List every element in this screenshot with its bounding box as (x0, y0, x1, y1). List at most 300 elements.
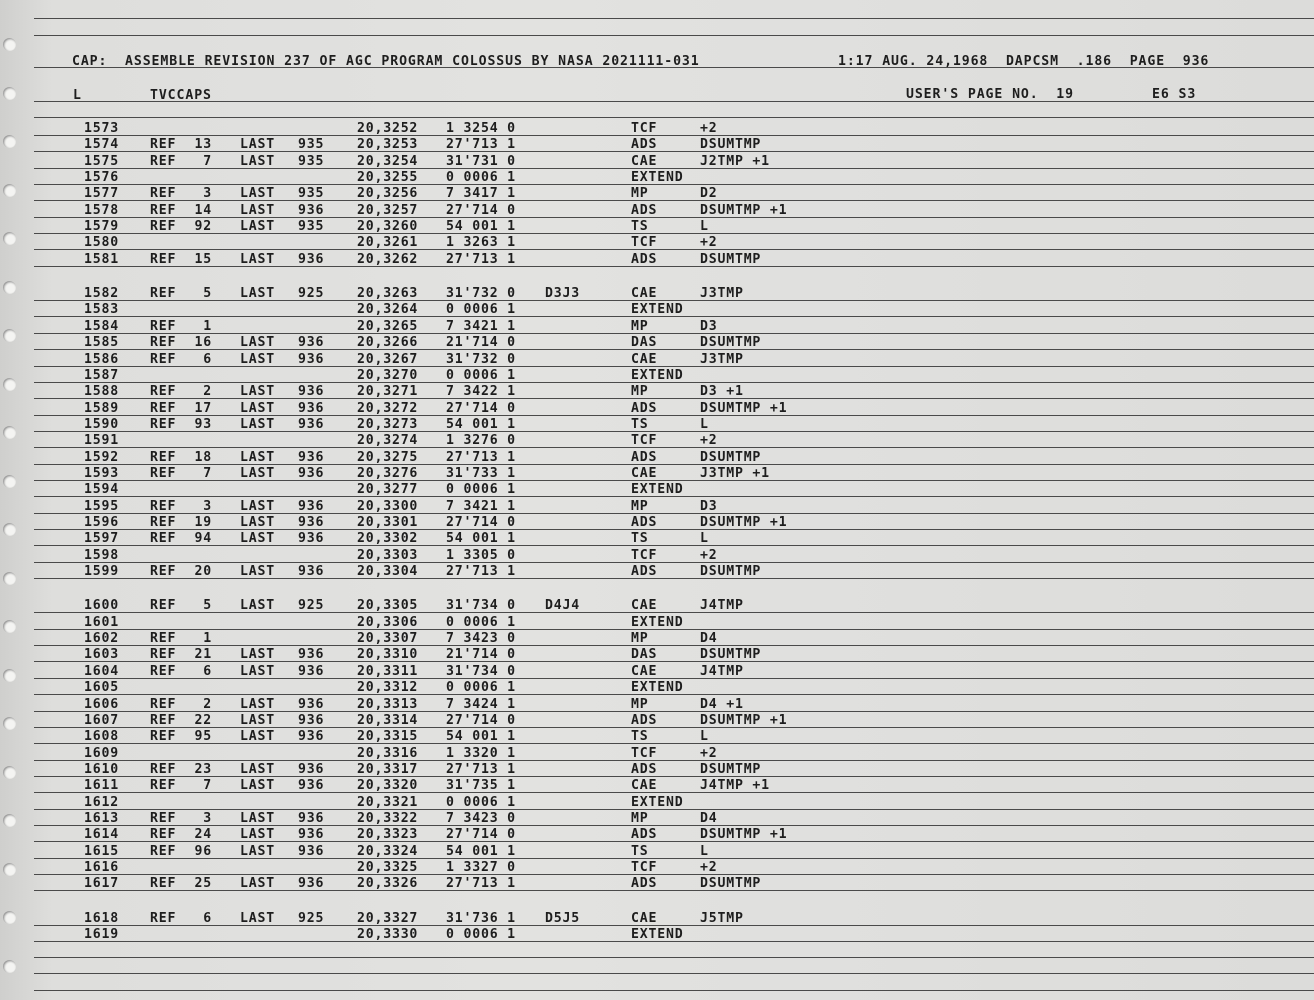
line-number: 1588 (84, 384, 119, 399)
opcode: MP (631, 697, 649, 712)
last-page: 936 (298, 252, 325, 267)
octal-word: 54 001 1 (446, 729, 516, 744)
last-page: 935 (298, 219, 325, 234)
octal-word: 31'733 1 (446, 466, 516, 481)
last-label: LAST (240, 203, 275, 218)
listing-row (0, 664, 1314, 680)
opcode: ADS (631, 203, 658, 218)
line-number: 1617 (84, 876, 119, 891)
opcode: ADS (631, 252, 658, 267)
opcode: TCF (631, 235, 658, 250)
octal-word: 1 3263 1 (446, 235, 516, 250)
last-label: LAST (240, 911, 275, 926)
ref-label: REF (150, 219, 177, 234)
listing-row (0, 827, 1314, 843)
ref-label: REF (150, 876, 177, 891)
line-number: 1582 (84, 286, 119, 301)
ref-label: REF (150, 466, 177, 481)
ref-number: 7 (203, 154, 212, 169)
listing-row (0, 352, 1314, 368)
listing-row (0, 778, 1314, 794)
ref-label: REF (150, 911, 177, 926)
listing-row (0, 482, 1314, 498)
last-label: LAST (240, 844, 275, 859)
ref-number: 6 (203, 352, 212, 367)
ref-label: REF (150, 811, 177, 826)
opcode: MP (631, 499, 649, 514)
header-section-title: TVCCAPS (150, 88, 212, 103)
listing-row (0, 531, 1314, 547)
line-number: 1575 (84, 154, 119, 169)
ref-label: REF (150, 647, 177, 662)
ref-number: 92 (194, 219, 212, 234)
header-user-page: USER'S PAGE NO. 19 (906, 87, 1074, 102)
line-number: 1609 (84, 746, 119, 761)
listing-row (0, 860, 1314, 876)
octal-word: 1 3254 0 (446, 121, 516, 136)
line-number: 1580 (84, 235, 119, 250)
operand: DSUMTMP (700, 450, 762, 465)
address: 20,3254 (357, 154, 419, 169)
ref-number: 19 (194, 515, 212, 530)
address: 20,3261 (357, 235, 419, 250)
listing-row (0, 927, 1314, 943)
address: 20,3256 (357, 186, 419, 201)
operand: J4TMP (700, 598, 744, 613)
line-number: 1596 (84, 515, 119, 530)
ref-label: REF (150, 384, 177, 399)
opcode: CAE (631, 352, 658, 367)
ref-number: 5 (203, 598, 212, 613)
address: 20,3311 (357, 664, 419, 679)
opcode: DAS (631, 647, 658, 662)
ref-label: REF (150, 844, 177, 859)
opcode: TCF (631, 433, 658, 448)
feed-hole (3, 38, 16, 51)
address: 20,3326 (357, 876, 419, 891)
ref-number: 2 (203, 697, 212, 712)
line-number: 1613 (84, 811, 119, 826)
address: 20,3320 (357, 778, 419, 793)
line-number: 1602 (84, 631, 119, 646)
operand: DSUMTMP (700, 564, 762, 579)
listing-row (0, 746, 1314, 762)
ref-label: REF (150, 154, 177, 169)
line-number: 1597 (84, 531, 119, 546)
opcode: TCF (631, 121, 658, 136)
listing-row (0, 515, 1314, 531)
last-page: 936 (298, 811, 325, 826)
header-date-page: 1:17 AUG. 24,1968 DAPCSM .186 PAGE 936 (838, 54, 1210, 69)
opcode: MP (631, 384, 649, 399)
ref-label: REF (150, 450, 177, 465)
operand: D3 +1 (700, 384, 744, 399)
last-label: LAST (240, 697, 275, 712)
ref-label: REF (150, 286, 177, 301)
ref-label: REF (150, 401, 177, 416)
line-number: 1618 (84, 911, 119, 926)
ref-label: REF (150, 137, 177, 152)
last-label: LAST (240, 401, 275, 416)
line-number: 1614 (84, 827, 119, 842)
operand: J3TMP (700, 286, 744, 301)
line-number: 1600 (84, 598, 119, 613)
opcode: ADS (631, 827, 658, 842)
last-page: 936 (298, 713, 325, 728)
ruled-line (34, 117, 1314, 118)
address: 20,3301 (357, 515, 419, 530)
opcode: EXTEND (631, 680, 684, 695)
last-page: 936 (298, 466, 325, 481)
ref-number: 95 (194, 729, 212, 744)
octal-word: 21'714 0 (446, 335, 516, 350)
line-number: 1616 (84, 860, 119, 875)
ruled-line (34, 18, 1314, 19)
line-number: 1593 (84, 466, 119, 481)
address: 20,3271 (357, 384, 419, 399)
opcode: CAE (631, 598, 658, 613)
last-label: LAST (240, 154, 275, 169)
operand: DSUMTMP +1 (700, 515, 788, 530)
listing-row (0, 499, 1314, 515)
address: 20,3313 (357, 697, 419, 712)
operand: DSUMTMP (700, 762, 762, 777)
opcode: EXTEND (631, 368, 684, 383)
operand: D3 (700, 499, 718, 514)
last-page: 935 (298, 154, 325, 169)
address: 20,3306 (357, 615, 419, 630)
last-page: 936 (298, 417, 325, 432)
operand: L (700, 729, 709, 744)
ref-number: 93 (194, 417, 212, 432)
octal-word: 54 001 1 (446, 844, 516, 859)
symbol-label: D3J3 (545, 286, 580, 301)
address: 20,3323 (357, 827, 419, 842)
last-label: LAST (240, 219, 275, 234)
operand: DSUMTMP +1 (700, 401, 788, 416)
address: 20,3274 (357, 433, 419, 448)
octal-word: 31'735 1 (446, 778, 516, 793)
address: 20,3324 (357, 844, 419, 859)
octal-word: 7 3417 1 (446, 186, 516, 201)
line-number: 1595 (84, 499, 119, 514)
listing-row (0, 844, 1314, 860)
opcode: ADS (631, 137, 658, 152)
last-page: 925 (298, 598, 325, 613)
listing-row (0, 286, 1314, 302)
operand: D4 (700, 811, 718, 826)
ref-number: 13 (194, 137, 212, 152)
opcode: CAE (631, 466, 658, 481)
last-page: 936 (298, 515, 325, 530)
ref-label: REF (150, 778, 177, 793)
opcode: ADS (631, 515, 658, 530)
operand: D4 (700, 631, 718, 646)
last-page: 936 (298, 352, 325, 367)
last-page: 936 (298, 450, 325, 465)
ref-number: 16 (194, 335, 212, 350)
line-number: 1615 (84, 844, 119, 859)
operand: DSUMTMP (700, 876, 762, 891)
line-number: 1573 (84, 121, 119, 136)
octal-word: 1 3276 0 (446, 433, 516, 448)
ruled-line (34, 990, 1314, 991)
last-label: LAST (240, 186, 275, 201)
opcode: TS (631, 844, 649, 859)
listing-row (0, 647, 1314, 663)
opcode: EXTEND (631, 615, 684, 630)
line-number: 1604 (84, 664, 119, 679)
octal-word: 27'714 0 (446, 713, 516, 728)
ruled-line (34, 101, 1314, 102)
operand: L (700, 219, 709, 234)
line-number: 1598 (84, 548, 119, 563)
octal-word: 0 0006 1 (446, 680, 516, 695)
octal-word: 7 3422 1 (446, 384, 516, 399)
line-number: 1574 (84, 137, 119, 152)
last-label: LAST (240, 647, 275, 662)
listing-row (0, 564, 1314, 580)
opcode: EXTEND (631, 795, 684, 810)
opcode: CAE (631, 778, 658, 793)
last-label: LAST (240, 762, 275, 777)
last-page: 936 (298, 401, 325, 416)
opcode: MP (631, 186, 649, 201)
last-page: 936 (298, 697, 325, 712)
listing-row (0, 631, 1314, 647)
listing-row (0, 203, 1314, 219)
ref-number: 14 (194, 203, 212, 218)
line-number: 1592 (84, 450, 119, 465)
listing-row (0, 876, 1314, 892)
last-page: 936 (298, 384, 325, 399)
ref-label: REF (150, 252, 177, 267)
address: 20,3270 (357, 368, 419, 383)
ref-label: REF (150, 203, 177, 218)
opcode: TCF (631, 746, 658, 761)
line-number: 1599 (84, 564, 119, 579)
address: 20,3315 (357, 729, 419, 744)
ref-number: 23 (194, 762, 212, 777)
address: 20,3317 (357, 762, 419, 777)
listing-row (0, 335, 1314, 351)
ref-number: 15 (194, 252, 212, 267)
ref-label: REF (150, 827, 177, 842)
operand: DSUMTMP +1 (700, 203, 788, 218)
last-page: 936 (298, 762, 325, 777)
address: 20,3260 (357, 219, 419, 234)
listing-row (0, 713, 1314, 729)
address: 20,3255 (357, 170, 419, 185)
operand: DSUMTMP +1 (700, 713, 788, 728)
octal-word: 7 3421 1 (446, 319, 516, 334)
line-number: 1606 (84, 697, 119, 712)
ref-label: REF (150, 664, 177, 679)
line-number: 1611 (84, 778, 119, 793)
operand: J3TMP (700, 352, 744, 367)
listing-row (0, 368, 1314, 384)
address: 20,3316 (357, 746, 419, 761)
symbol-label: D4J4 (545, 598, 580, 613)
ref-number: 6 (203, 664, 212, 679)
ref-number: 20 (194, 564, 212, 579)
last-label: LAST (240, 729, 275, 744)
octal-word: 21'714 0 (446, 647, 516, 662)
address: 20,3263 (357, 286, 419, 301)
ruled-line (34, 35, 1314, 36)
feed-hole (3, 87, 16, 100)
last-page: 936 (298, 827, 325, 842)
operand: DSUMTMP (700, 335, 762, 350)
address: 20,3307 (357, 631, 419, 646)
opcode: EXTEND (631, 302, 684, 317)
header-title: CAP: ASSEMBLE REVISION 237 OF AGC PROGRAM COLOSSUS BY NASA 2021111-031 (72, 54, 700, 69)
last-label: LAST (240, 137, 275, 152)
ref-label: REF (150, 729, 177, 744)
address: 20,3277 (357, 482, 419, 497)
octal-word: 31'731 0 (446, 154, 516, 169)
listing-row (0, 235, 1314, 251)
octal-word: 1 3320 1 (446, 746, 516, 761)
operand: +2 (700, 433, 718, 448)
ref-number: 25 (194, 876, 212, 891)
line-number: 1589 (84, 401, 119, 416)
opcode: ADS (631, 762, 658, 777)
listing-row (0, 186, 1314, 202)
last-page: 936 (298, 564, 325, 579)
ref-label: REF (150, 564, 177, 579)
operand: +2 (700, 235, 718, 250)
last-label: LAST (240, 286, 275, 301)
ref-number: 7 (203, 466, 212, 481)
ref-number: 1 (203, 631, 212, 646)
ref-number: 7 (203, 778, 212, 793)
listing-row (0, 154, 1314, 170)
last-label: LAST (240, 564, 275, 579)
listing-row (0, 252, 1314, 268)
octal-word: 27'714 0 (446, 827, 516, 842)
ref-label: REF (150, 531, 177, 546)
address: 20,3303 (357, 548, 419, 563)
opcode: DAS (631, 335, 658, 350)
ref-label: REF (150, 186, 177, 201)
operand: D2 (700, 186, 718, 201)
header-code: E6 S3 (1152, 87, 1197, 102)
ref-label: REF (150, 319, 177, 334)
opcode: CAE (631, 911, 658, 926)
operand: DSUMTMP (700, 252, 762, 267)
line-number: 1587 (84, 368, 119, 383)
listing-row (0, 598, 1314, 614)
last-label: LAST (240, 499, 275, 514)
last-label: LAST (240, 713, 275, 728)
listing-row (0, 680, 1314, 696)
line-number: 1612 (84, 795, 119, 810)
ref-label: REF (150, 417, 177, 432)
line-number: 1601 (84, 615, 119, 630)
operand: +2 (700, 746, 718, 761)
listing-row (0, 697, 1314, 713)
listing-row (0, 548, 1314, 564)
octal-word: 27'714 0 (446, 203, 516, 218)
operand: +2 (700, 121, 718, 136)
listing-row (0, 384, 1314, 400)
line-number: 1578 (84, 203, 119, 218)
listing-row (0, 450, 1314, 466)
last-label: LAST (240, 515, 275, 530)
listing-row (0, 417, 1314, 433)
opcode: TCF (631, 860, 658, 875)
ref-number: 3 (203, 186, 212, 201)
ref-label: REF (150, 335, 177, 350)
octal-word: 7 3421 1 (446, 499, 516, 514)
operand: L (700, 417, 709, 432)
operand: D3 (700, 319, 718, 334)
operand: J3TMP +1 (700, 466, 770, 481)
address: 20,3312 (357, 680, 419, 695)
octal-word: 27'713 1 (446, 137, 516, 152)
ref-number: 1 (203, 319, 212, 334)
line-number: 1584 (84, 319, 119, 334)
address: 20,3321 (357, 795, 419, 810)
octal-word: 0 0006 1 (446, 302, 516, 317)
octal-word: 7 3423 0 (446, 811, 516, 826)
opcode: EXTEND (631, 482, 684, 497)
ref-number: 5 (203, 286, 212, 301)
octal-word: 31'734 0 (446, 598, 516, 613)
opcode: CAE (631, 664, 658, 679)
operand: J4TMP (700, 664, 744, 679)
listing-row (0, 729, 1314, 745)
address: 20,3304 (357, 564, 419, 579)
opcode: TS (631, 531, 649, 546)
octal-word: 0 0006 1 (446, 615, 516, 630)
symbol-label: D5J5 (545, 911, 580, 926)
ref-label: REF (150, 713, 177, 728)
listing-row (0, 762, 1314, 778)
line-number: 1605 (84, 680, 119, 695)
opcode: ADS (631, 401, 658, 416)
line-number: 1594 (84, 482, 119, 497)
octal-word: 54 001 1 (446, 219, 516, 234)
ref-number: 96 (194, 844, 212, 859)
ref-label: REF (150, 352, 177, 367)
address: 20,3314 (357, 713, 419, 728)
listing-row (0, 219, 1314, 235)
line-number: 1591 (84, 433, 119, 448)
feed-hole (3, 960, 16, 973)
octal-word: 31'736 1 (446, 911, 516, 926)
listing-row (0, 302, 1314, 318)
last-label: LAST (240, 531, 275, 546)
octal-word: 7 3423 0 (446, 631, 516, 646)
listing-row (0, 401, 1314, 417)
last-page: 936 (298, 203, 325, 218)
ref-label: REF (150, 697, 177, 712)
operand: J2TMP +1 (700, 154, 770, 169)
octal-word: 27'713 1 (446, 252, 516, 267)
ref-number: 3 (203, 811, 212, 826)
opcode: MP (631, 319, 649, 334)
operand: J5TMP (700, 911, 744, 926)
ref-label: REF (150, 631, 177, 646)
line-number: 1608 (84, 729, 119, 744)
address: 20,3273 (357, 417, 419, 432)
last-page: 935 (298, 186, 325, 201)
octal-word: 0 0006 1 (446, 482, 516, 497)
operand: D4 +1 (700, 697, 744, 712)
last-label: LAST (240, 352, 275, 367)
